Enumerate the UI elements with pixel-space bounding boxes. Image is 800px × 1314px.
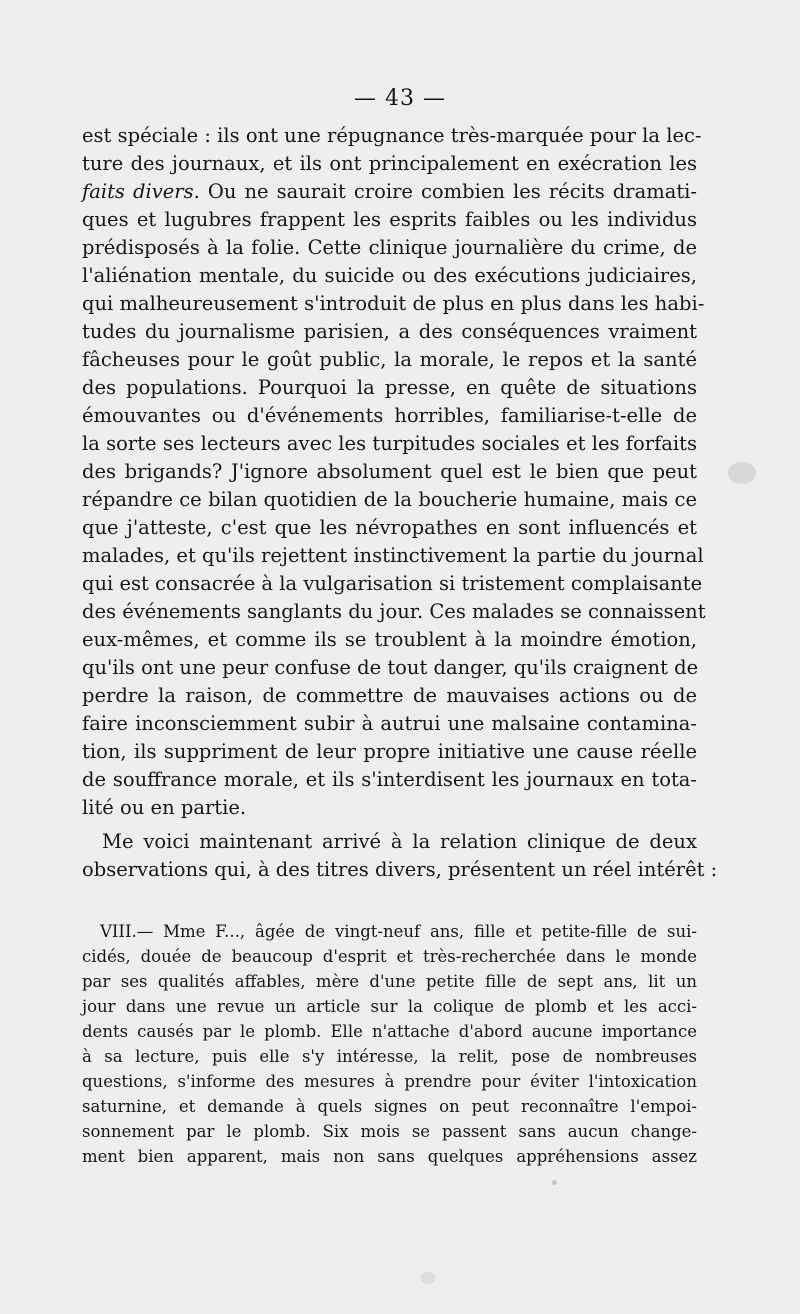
case-line: ment bien apparent, mais non sans quelques appréhensions assez (82, 1147, 697, 1166)
text-line: des événements sanglants du jour. Ces malades se connaissent (82, 600, 706, 623)
text-line-mixed (82, 180, 697, 203)
case-line: dents causés par le plomb. Elle n'attache d'abord aucune importance (82, 1022, 697, 1041)
text-line: ques et lugubres frappent les esprits faibles ou les individus (82, 208, 697, 231)
text-line: eux-mêmes, et comme ils se troublent à la moindre émotion, (82, 628, 697, 651)
text-line: ture des journaux, et ils ont principalement en exécration les (82, 152, 697, 175)
case-line: cidés, douée de beaucoup d'esprit et très-recherchée dans le monde (82, 947, 697, 966)
case-first-line: VIII.— Mme F..., âgée de vingt-neuf ans, fille et petite-fille de sui- (100, 922, 697, 941)
italic-phrase: faits divers. (82, 180, 200, 203)
paper-speck (552, 1180, 557, 1185)
case-line: à sa lecture, puis elle s'y intéresse, la relit, pose de nombreuses (82, 1047, 697, 1066)
paragraph-first-line: Me voici maintenant arrivé à la relation clinique de deux (102, 830, 697, 853)
text-line: est spéciale : ils ont une répugnance très-marquée pour la lec- (82, 124, 702, 147)
text-line: tion, ils suppriment de leur propre initiative une cause réelle (82, 740, 697, 763)
case-line: par ses qualités affables, mère d'une petite fille de sept ans, lit un (82, 972, 697, 991)
text-line: répandre ce bilan quotidien de la boucherie humaine, mais ce (82, 488, 697, 511)
text-line: prédisposés à la folie. Cette clinique journalière du crime, de (82, 236, 697, 259)
case-line: questions, s'informe des mesures à prendre pour éviter l'intoxication (82, 1072, 697, 1091)
text-line: l'aliénation mentale, du suicide ou des exécutions judiciaires, (82, 264, 697, 287)
page-number: — 43 — (354, 86, 446, 111)
text-line: la sorte ses lecteurs avec les turpitudes sociales et les forfaits (82, 432, 697, 455)
paper-stain (420, 1272, 436, 1284)
text-line: fâcheuses pour le goût public, la morale, le repos et la santé (82, 348, 697, 371)
text-line: tudes du journalisme parisien, a des conséquences vraiment (82, 320, 697, 343)
case-line: saturnine, et demande à quels signes on peut reconnaître l'empoi- (82, 1097, 697, 1116)
text-line: des brigands? J'ignore absolument quel est le bien que peut (82, 460, 697, 483)
paper-stain (728, 462, 756, 484)
text-line: observations qui, à des titres divers, présentent un réel intérêt : (82, 858, 718, 881)
text-line: faire inconsciemment subir à autrui une malsaine contamina- (82, 712, 697, 735)
text-line: lité ou en partie. (82, 796, 247, 819)
text-line: de souffrance morale, et ils s'interdisent les journaux en tota- (82, 768, 697, 791)
text-line: des populations. Pourquoi la presse, en quête de situations (82, 376, 697, 399)
text-line: qu'ils ont une peur confuse de tout danger, qu'ils craignent de (82, 656, 699, 679)
text-line: malades, et qu'ils rejettent instinctivement la partie du journal (82, 544, 704, 567)
text-line: qui malheureusement s'introduit de plus en plus dans les habi- (82, 292, 705, 315)
case-line: sonnement par le plomb. Six mois se passent sans aucun change- (82, 1122, 697, 1141)
text-line-rest: Ou ne saurait croire combien les récits dramati- (207, 180, 697, 203)
text-line: qui est consacrée à la vulgarisation si tristement complaisante (82, 572, 703, 595)
text-line: que j'atteste, c'est que les névropathes en sont influencés et (82, 516, 697, 539)
case-line: jour dans une revue un article sur la colique de plomb et les acci- (82, 997, 697, 1016)
text-line: perdre la raison, de commettre de mauvaises actions ou de (82, 684, 697, 707)
text-line: émouvantes ou d'événements horribles, familiarise-t-elle de (82, 404, 697, 427)
